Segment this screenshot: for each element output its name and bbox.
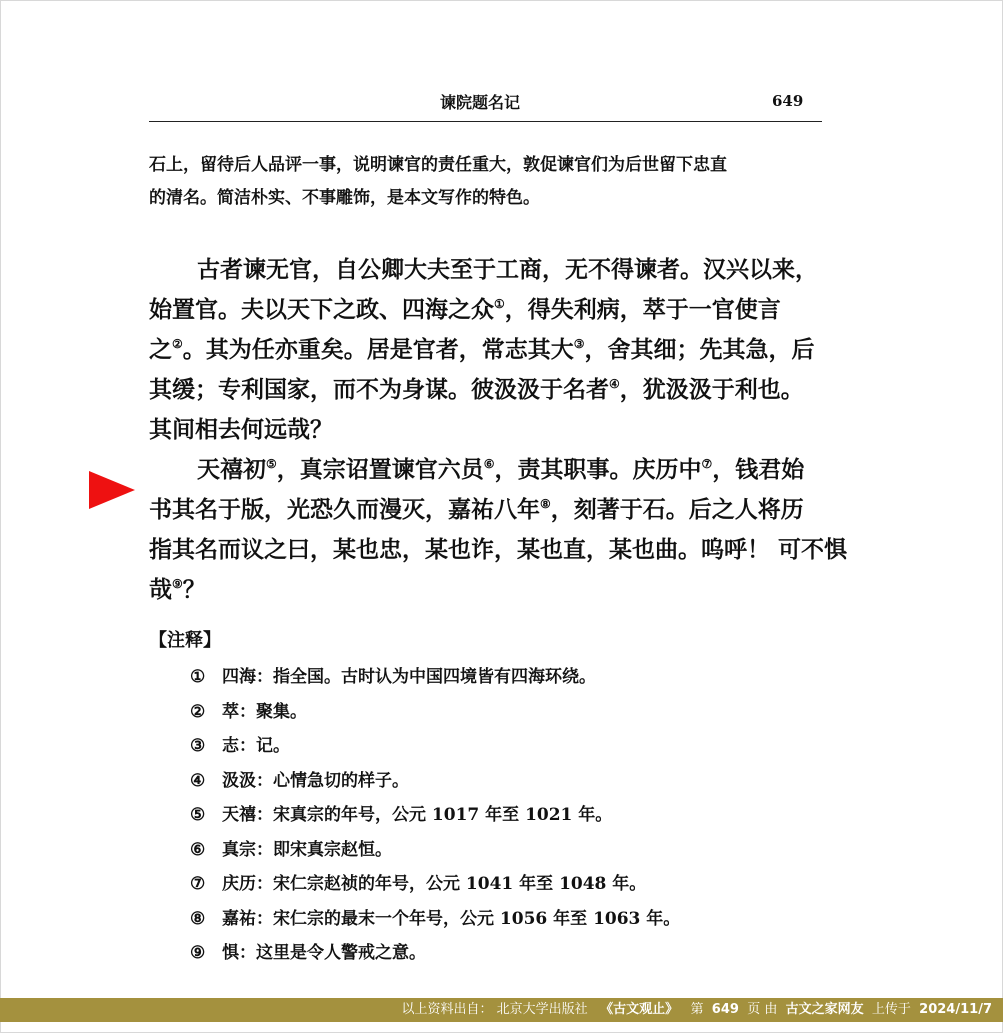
note-number: ⑨ <box>190 943 206 963</box>
note-number: ⑦ <box>190 874 206 894</box>
note-ref[interactable]: ⑥ <box>483 457 495 471</box>
header-rule <box>149 121 822 122</box>
paragraph-2-line: 哉⑨？ <box>149 576 206 603</box>
note-number: ③ <box>190 736 206 756</box>
note-ref[interactable]: ④ <box>609 377 620 391</box>
note-item <box>190 936 840 971</box>
note-text: 庆历：宋仁宗赵祯的年号，公元 1041 年至 1048 年。 <box>222 874 647 894</box>
footer-publisher[interactable]: 北京大学出版社 <box>496 1002 588 1017</box>
note-item <box>190 867 840 902</box>
note-ref[interactable]: ② <box>172 337 183 351</box>
footer-upload-label: 上传于 <box>871 1002 911 1017</box>
note-text: 萃：聚集。 <box>222 701 307 722</box>
note-number: ④ <box>190 770 206 791</box>
source-footer-bar <box>0 998 1003 1022</box>
note-text: 四海：指全国。古时认为中国四境皆有四海环绕。 <box>222 667 596 687</box>
note-text: 惧：这里是令人警戒之意。 <box>222 943 426 963</box>
note-text: 真宗：即宋真宗赵恒。 <box>222 839 392 860</box>
note-number: ⑤ <box>190 805 206 825</box>
note-number: ② <box>190 701 206 722</box>
note-item <box>190 798 840 833</box>
footer-page-label-pre: 第 <box>690 1002 704 1017</box>
notes-heading: 【注释】 <box>149 630 221 651</box>
note-number: ① <box>190 667 206 687</box>
paragraph-1-line: 古者谏无官，自公卿大夫至于工商，无不得谏者。汉兴以来， <box>197 256 818 283</box>
note-item <box>190 660 840 695</box>
intro-text <box>149 149 829 215</box>
footer-prefix: 以上资料出自： <box>401 1002 493 1017</box>
paragraph-1-line: 始置官。夫以天下之政、四海之众①，得失利病，萃于一官使言 <box>149 296 781 323</box>
running-header-title: 谏院题名记 <box>440 93 521 112</box>
note-text: 志：记。 <box>222 736 290 756</box>
note-ref[interactable]: ⑦ <box>701 457 713 471</box>
footer-uploader[interactable]: 古文之家网友 <box>785 1002 864 1017</box>
paragraph-1-line: 之②。其为任亦重矣。居是官者，常志其大③，舍其细；先其急，后 <box>149 336 815 363</box>
notes-list <box>190 660 840 971</box>
note-number: ⑧ <box>190 908 206 929</box>
note-item <box>190 729 840 764</box>
note-text: 汲汲：心情急切的样子。 <box>222 770 409 791</box>
note-item <box>190 833 840 868</box>
note-ref[interactable]: ⑤ <box>266 457 277 471</box>
paragraph-1-line: 其间相去何远哉？ <box>149 416 333 443</box>
main-text <box>149 250 848 610</box>
intro-line: 的清名。简洁朴实、不事雕饰，是本文写作的特色。 <box>149 188 540 208</box>
note-item <box>190 764 840 799</box>
note-item <box>190 902 840 937</box>
note-text: 天禧：宋真宗的年号，公元 1017 年至 1021 年。 <box>222 805 613 825</box>
red-arrow-icon <box>89 471 135 509</box>
footer-page-number: 649 <box>711 1002 739 1017</box>
note-item <box>190 695 840 730</box>
paragraph-2-line: 天禧初⑤，真宗诏置谏官六员⑥，责其职事。庆历中⑦，钱君始 <box>197 456 805 483</box>
note-ref[interactable]: ① <box>494 297 505 311</box>
paragraph-2-line: 书其名于版，光恐久而漫灭，嘉祐八年⑧，刻著于石。后之人将历 <box>149 496 804 523</box>
note-ref[interactable]: ⑧ <box>540 497 551 511</box>
note-number: ⑥ <box>190 839 206 860</box>
footer-upload-date: 2024/11/7 <box>919 1002 992 1017</box>
footer-book-title[interactable]: 《古文观止》 <box>600 1002 679 1017</box>
paragraph-2-line: 指其名而议之曰，某也忠，某也诈，某也直，某也曲。呜呼！ 可不惧 <box>149 536 848 563</box>
note-text: 嘉祐：宋仁宗的最末一个年号，公元 1056 年至 1063 年。 <box>222 908 681 929</box>
footer-page-label-post: 页 由 <box>747 1002 778 1017</box>
note-ref[interactable]: ⑨ <box>172 577 183 591</box>
note-ref[interactable]: ③ <box>573 337 585 351</box>
paragraph-1-line: 其缓；专利国家，而不为身谋。彼汲汲于名者④，犹汲汲于利也。 <box>149 376 804 403</box>
page-number: 649 <box>772 92 804 110</box>
intro-line: 石上，留待后人品评一事，说明谏官的责任重大，敦促谏官们为后世留下忠直 <box>149 155 727 175</box>
